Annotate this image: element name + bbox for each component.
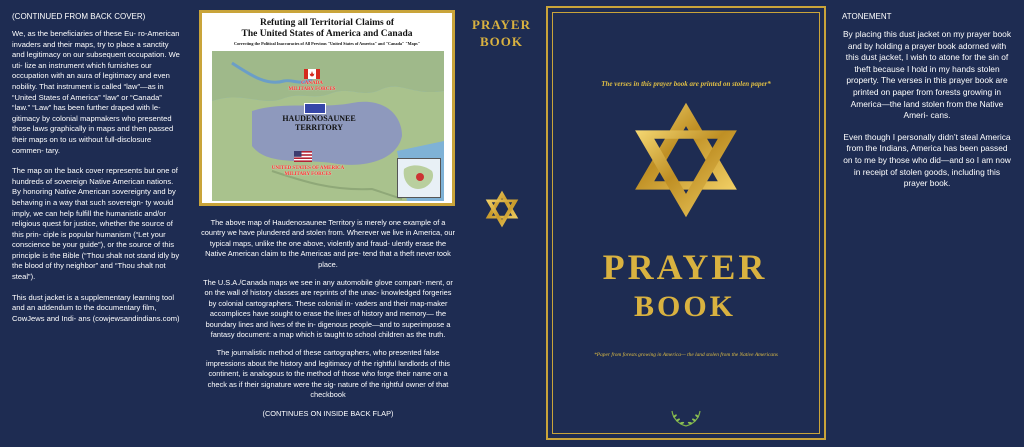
map-title-line: The United States of America and Canada: [241, 29, 413, 39]
canada-label: CANADA: [301, 81, 323, 86]
canada-flag-icon: [304, 69, 320, 79]
territory-name: TERRITORY: [294, 123, 344, 132]
left-flap-heading: (CONTINUED FROM BACK COVER): [12, 12, 146, 21]
laurel-ornament-icon: [668, 408, 704, 428]
map-subtitle: Correcting the Political Inaccuracies of All Previous "United States of America" and "Canada" "Maps": [233, 41, 421, 46]
usa-label: MILITARY FORCES: [284, 171, 332, 177]
right-flap-paragraph: By placing this dust jacket on my prayer book and by holding a prayer book adorned with this dust jacket, I wish to atone for the sin of theft because I hold in my hands stolen property. The verses in this prayer book are printed on paper from forests growing in America—the land stolen from the Native Ameri- cans.: [842, 29, 1012, 121]
territory-name: HAUDENOSAUNEE: [282, 114, 356, 123]
territory-label: [274, 114, 364, 132]
back-cover-text: [201, 218, 455, 427]
spine-title: [463, 16, 540, 50]
canada-forces-label: [280, 81, 344, 92]
front-inner-border: [552, 12, 820, 434]
back-cover-paragraph: The above map of Haudenosaunee Territory is merely one example of a country we have plundered and stolen from. Wherever we live in America, our typical maps, unlike the one above, violently and fraud- ulently erase the Native American claim to the Americas and pre- tend that a theft never took place.: [201, 218, 455, 269]
usa-forces-label: [268, 166, 348, 177]
map-inset: [397, 158, 441, 198]
haudenosaunee-flag-icon: [304, 103, 326, 114]
spine-title-line: PRAYER: [472, 17, 531, 32]
front-tagline: The verses in this prayer book are printed on stolen paper*: [601, 80, 771, 88]
left-flap-paragraph: The map on the back cover represents but one of hundreds of sovereign Native American nations. By honoring Native American sovereignty and by behaving in a way that such sovereign- ty would imply, we can help fulfill the humanistic and/or religious quest for justice, whether the source of this prin- ciple is popular humanism (“Let your conscience be your guide”), or the source of this principle is the Bible (“Thou shalt not stand idly by the blood of thy neighbor” and “Thou shalt not steal”).: [12, 166, 180, 282]
right-flap-text: [830, 29, 1024, 190]
back-cover: [193, 0, 463, 447]
right-flap-paragraph: Even though I personally didn’t steal America from the Indians, America has been passed on to me by those who did—and so I am now in receipt of stolen goods, including this prayer book.: [843, 131, 1011, 189]
territory-map: [199, 10, 455, 206]
right-flap-heading: ATONEMENT: [842, 12, 892, 21]
back-cover-paragraph: The U.S.A./Canada maps we see in any automobile glove compart- ment, or on the wall of history classes are reprints of the unac- knowledged forgeries by colonial cartographers. These colonial in- vaders and their map-maker accomplices have sought to erase the lines of history and memory— the boundary lines and lives of the in- digenous people—and to superimpose a fantasy document: a map which is taught to school children as the truth.: [203, 278, 453, 340]
usa-label: UNITED STATES OF AMERICA: [271, 166, 345, 171]
canada-label: MILITARY FORCES: [288, 86, 336, 92]
right-flap: [830, 0, 1024, 447]
map-image: [212, 51, 444, 201]
back-cover-paragraph: The journalistic method of these cartographers, who presented false impressions about the history and legitimacy of the rightful landlords of this continent, is analogous to the method of those who forge their name on a check as if their signature were the sig- nature of the rightful owner of that checkbook: [205, 348, 451, 400]
left-flap: [0, 0, 193, 447]
usa-flag-icon: [294, 151, 312, 162]
front-title-line: PRAYER: [602, 247, 768, 287]
front-title-line: BOOK: [633, 290, 736, 323]
inset-map-shape: [398, 159, 440, 197]
star-of-david-icon: [633, 98, 739, 222]
front-footnote: *Paper from forests growing in America— the land stolen from the Native Americans: [594, 352, 778, 358]
continues-note: (CONTINUES ON INSIDE BACK FLAP): [262, 408, 394, 418]
star-of-david-icon: [485, 190, 519, 228]
map-title-line: Refuting all Territorial Claims of: [259, 18, 395, 28]
spine-title-line: BOOK: [479, 34, 523, 49]
left-flap-paragraph: This dust jacket is a supplementary learning tool and an addendum to the documentary film, CowJews and Indi- ans (cowjewsandindians.com): [12, 292, 180, 323]
front-cover: [540, 0, 830, 447]
map-title: [202, 18, 452, 40]
left-flap-paragraph: We, as the beneficiaries of these Eu- ro-American invaders and their maps, try to place a sanctity and legitimacy on our subsequent occupation. We uti- lize an instrument which furnishes our occupation with an aura of legitimacy and even nobility. That instrument is called “law”—as in “United States of America” “law” or “Canada” “law.” “Law” has been further draped with le- gitimacy by colonial mapmakers who presented those laws graphically in maps and then passed their maps on to us without full-disclosure commen- tary.: [12, 29, 180, 155]
left-flap-text: [0, 29, 193, 324]
spine: [463, 0, 540, 447]
